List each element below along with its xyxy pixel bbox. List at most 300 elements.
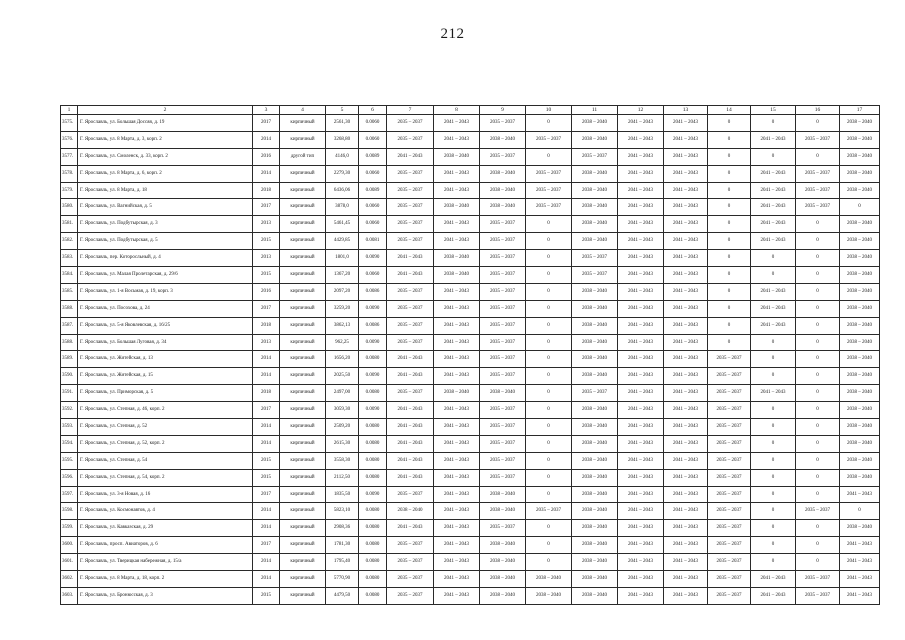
table-row <box>61 317 880 334</box>
table-cell: 2038 – 2040 <box>840 317 880 334</box>
table-cell: 0 <box>751 334 796 351</box>
table-cell: 2041 – 2043 <box>751 199 796 216</box>
table-cell: 2041 – 2043 <box>618 503 664 520</box>
table-cell: 0.0086 <box>359 317 387 334</box>
table-cell: 3268,80 <box>326 131 359 148</box>
table-cell: 2035 – 2037 <box>480 469 526 486</box>
table-cell: 2041 – 2043 <box>618 233 664 250</box>
table-cell: 2015 <box>253 469 280 486</box>
row-number-cell: 3575. <box>61 115 78 132</box>
table-cell: 2279,30 <box>326 165 359 182</box>
row-number-cell: 3601. <box>61 554 78 571</box>
table-cell: 2035 – 2037 <box>708 587 751 604</box>
table-cell: кирпичный <box>280 368 326 385</box>
address-cell: Г. Ярославль, ул. Смоленск, д. 33, корп. 2 <box>78 148 253 165</box>
table-cell: 0 <box>796 148 840 165</box>
column-number: 16 <box>796 106 840 115</box>
table-cell: 2041 – 2043 <box>751 300 796 317</box>
row-number-cell: 3578. <box>61 165 78 182</box>
table-cell: 2035 – 2037 <box>796 571 840 588</box>
table-cell: 0 <box>526 351 572 368</box>
table-cell: 2041 – 2043 <box>434 115 480 132</box>
table-cell: 0.0080 <box>359 571 387 588</box>
table-cell: кирпичный <box>280 486 326 503</box>
table-cell: кирпичный <box>280 351 326 368</box>
table-cell: 0 <box>526 250 572 267</box>
table-cell: 2014 <box>253 435 280 452</box>
table-cell: 2038 – 2040 <box>572 300 618 317</box>
table-cell: 0.0060 <box>359 165 387 182</box>
row-number-cell: 3593. <box>61 419 78 436</box>
address-cell: Г. Ярославль, ул. 3-я Новая, д. 16 <box>78 486 253 503</box>
table-cell: 2035 – 2037 <box>708 503 751 520</box>
table-cell: 2038 – 2040 <box>572 520 618 537</box>
table-cell: 2038 – 2040 <box>480 537 526 554</box>
page-number: 212 <box>440 26 465 42</box>
table-cell: 0.0081 <box>359 233 387 250</box>
table-cell: 0 <box>796 419 840 436</box>
table-cell: 2038 – 2040 <box>572 115 618 132</box>
table-cell: 2041 – 2043 <box>434 520 480 537</box>
table-cell: 0.0086 <box>359 283 387 300</box>
table-cell: 2035 – 2037 <box>387 300 434 317</box>
table-cell: 2013 <box>253 334 280 351</box>
table-cell: кирпичный <box>280 267 326 284</box>
table-cell: 0 <box>708 148 751 165</box>
table-cell: 0.0060 <box>359 131 387 148</box>
table-cell: 2038 – 2040 <box>840 351 880 368</box>
address-cell: Г. Ярославль, ул. Тверицкая набережная, д. 15/а <box>78 554 253 571</box>
column-number: 11 <box>572 106 618 115</box>
table-cell: 2017 <box>253 115 280 132</box>
table-cell: 2014 <box>253 503 280 520</box>
table-cell: 2041 – 2043 <box>387 148 434 165</box>
table-cell: 2038 – 2040 <box>434 267 480 284</box>
table-cell: 2041 – 2043 <box>387 452 434 469</box>
table-cell: 2041 – 2043 <box>840 587 880 604</box>
table-cell: 2041 – 2043 <box>434 587 480 604</box>
address-cell: Г. Ярославль, ул. Степная, д. 52, корп. 2 <box>78 435 253 452</box>
address-cell: Г. Ярославль, ул. Бронюсская, д. 3 <box>78 587 253 604</box>
table-cell: 2035 – 2037 <box>708 452 751 469</box>
table-cell: 2041 – 2043 <box>434 283 480 300</box>
table-cell: 0 <box>751 267 796 284</box>
table-cell: кирпичный <box>280 283 326 300</box>
table-cell: кирпичный <box>280 554 326 571</box>
table-cell: 2041 – 2043 <box>618 452 664 469</box>
table-cell: 2041 – 2043 <box>434 216 480 233</box>
table-cell: 2041 – 2043 <box>434 435 480 452</box>
table-cell: 2041 – 2043 <box>618 250 664 267</box>
table-cell: 2014 <box>253 131 280 148</box>
table-cell: 0 <box>796 250 840 267</box>
table-cell: 2035 – 2037 <box>708 571 751 588</box>
table-cell: 2041 – 2043 <box>664 182 708 199</box>
table-cell: 5823,10 <box>326 503 359 520</box>
table-cell: 2035 – 2037 <box>708 435 751 452</box>
row-number-cell: 3597. <box>61 486 78 503</box>
table-cell: 2035 – 2037 <box>387 216 434 233</box>
table-cell: 2035 – 2037 <box>708 419 751 436</box>
table-cell: 0 <box>526 233 572 250</box>
table-cell: 2041 – 2043 <box>434 368 480 385</box>
table-cell: 2035 – 2037 <box>387 537 434 554</box>
table-cell: 2035 – 2037 <box>480 402 526 419</box>
table-cell: 4429,85 <box>326 233 359 250</box>
address-cell: Г. Ярославль, пер. Которосльный, д. 4 <box>78 250 253 267</box>
table-row <box>61 452 880 469</box>
table-cell: 2038 – 2040 <box>572 317 618 334</box>
table-cell: 2041 – 2043 <box>664 486 708 503</box>
table-cell: 0 <box>796 537 840 554</box>
table-cell: 2038 – 2040 <box>572 165 618 182</box>
table-cell: 2014 <box>253 165 280 182</box>
table-cell: 2035 – 2037 <box>387 334 434 351</box>
table-cell: 0 <box>751 520 796 537</box>
table-cell: 2038 – 2040 <box>434 250 480 267</box>
row-number-cell: 3600. <box>61 537 78 554</box>
table-cell: 0 <box>708 131 751 148</box>
table-cell: 2041 – 2043 <box>618 486 664 503</box>
table-cell: 2041 – 2043 <box>434 334 480 351</box>
table-cell: 2038 – 2040 <box>840 216 880 233</box>
table-cell: 2038 – 2040 <box>526 587 572 604</box>
table-cell: 2015 <box>253 452 280 469</box>
column-number: 17 <box>840 106 880 115</box>
table-cell: 2013 <box>253 250 280 267</box>
table-cell: 0.0080 <box>359 503 387 520</box>
table-cell: 0 <box>796 469 840 486</box>
table-cell: кирпичный <box>280 503 326 520</box>
table-cell: кирпичный <box>280 587 326 604</box>
table-cell: 2038 – 2040 <box>840 419 880 436</box>
table-cell: 2038 – 2040 <box>840 283 880 300</box>
table-cell: 2035 – 2037 <box>708 537 751 554</box>
table-cell: 2035 – 2037 <box>572 148 618 165</box>
table-cell: 2038 – 2040 <box>572 554 618 571</box>
table-cell: 2041 – 2043 <box>434 469 480 486</box>
table-cell: 2041 – 2043 <box>664 115 708 132</box>
table-cell: 0 <box>526 520 572 537</box>
address-cell: Г. Ярославль, ул. Большая Доссяя, д. 19 <box>78 115 253 132</box>
table-cell: 0 <box>526 554 572 571</box>
column-number: 1 <box>61 106 78 115</box>
table-cell: 2041 – 2043 <box>664 233 708 250</box>
table-cell: кирпичный <box>280 469 326 486</box>
table-row <box>61 503 880 520</box>
table-cell: 0 <box>796 554 840 571</box>
row-number-cell: 3584. <box>61 267 78 284</box>
table-cell: 0 <box>751 368 796 385</box>
table-cell: 2038 – 2040 <box>572 351 618 368</box>
address-cell: Г. Ярославль, ул. Подбутырская, д. 5 <box>78 233 253 250</box>
table-cell: 2041 – 2043 <box>618 554 664 571</box>
row-number-cell: 3595. <box>61 452 78 469</box>
table-cell: 2015 <box>253 267 280 284</box>
table-row <box>61 148 880 165</box>
table-cell: 0 <box>796 300 840 317</box>
table-cell: 2038 – 2040 <box>572 233 618 250</box>
table-cell: 2041 – 2043 <box>434 300 480 317</box>
table-cell: 0 <box>708 334 751 351</box>
table-cell: 2041 – 2043 <box>664 587 708 604</box>
table-cell: 2035 – 2037 <box>387 165 434 182</box>
table-cell: 0 <box>796 520 840 537</box>
address-cell: Г. Ярославль, ул. Вагнийская, д. 5 <box>78 199 253 216</box>
address-cell: Г. Ярославль, ул. Степная, д. 54, корп. 2 <box>78 469 253 486</box>
table-cell: 2041 – 2043 <box>387 419 434 436</box>
table-cell: 2038 – 2040 <box>572 368 618 385</box>
table-cell: 2041 – 2043 <box>751 131 796 148</box>
table-cell: 2035 – 2037 <box>387 317 434 334</box>
table-cell: кирпичный <box>280 131 326 148</box>
table-row <box>61 165 880 182</box>
table-cell: 1795,40 <box>326 554 359 571</box>
table-cell: 0 <box>708 216 751 233</box>
table-cell: 2038 – 2040 <box>840 334 880 351</box>
table-cell: 2016 <box>253 283 280 300</box>
table-cell: 2041 – 2043 <box>387 368 434 385</box>
table-cell: кирпичный <box>280 216 326 233</box>
table-cell: кирпичный <box>280 165 326 182</box>
table-cell: 0 <box>751 537 796 554</box>
table-cell: 2041 – 2043 <box>618 267 664 284</box>
table-cell: 0 <box>796 216 840 233</box>
table-cell: 0 <box>526 385 572 402</box>
table-cell: 2035 – 2037 <box>708 520 751 537</box>
table-row <box>61 587 880 604</box>
table-cell: 0.0080 <box>359 554 387 571</box>
table-cell: 2041 – 2043 <box>751 283 796 300</box>
table-cell: 2035 – 2037 <box>387 587 434 604</box>
table-cell: 2041 – 2043 <box>387 402 434 419</box>
table-cell: 0 <box>526 419 572 436</box>
table-cell: кирпичный <box>280 419 326 436</box>
row-number-cell: 3588. <box>61 300 78 317</box>
table-cell: другой тип <box>280 148 326 165</box>
table-cell: 2038 – 2040 <box>840 148 880 165</box>
table-cell: 2014 <box>253 571 280 588</box>
table-cell: 2038 – 2040 <box>434 148 480 165</box>
table-cell: 2041 – 2043 <box>664 435 708 452</box>
row-number-cell: 3581. <box>61 216 78 233</box>
table-cell: 0 <box>526 216 572 233</box>
table-cell: 2038 – 2040 <box>840 520 880 537</box>
table-cell: 2041 – 2043 <box>664 199 708 216</box>
table-cell: 2041 – 2043 <box>434 182 480 199</box>
table-cell: 2035 – 2037 <box>572 267 618 284</box>
row-number-cell: 3596. <box>61 469 78 486</box>
table-cell: 2014 <box>253 554 280 571</box>
table-cell: 2035 – 2037 <box>480 452 526 469</box>
table-cell: 2038 – 2040 <box>572 571 618 588</box>
table-cell: 2041 – 2043 <box>618 351 664 368</box>
table-cell: 2041 – 2043 <box>434 537 480 554</box>
column-number: 6 <box>359 106 387 115</box>
table-cell: 2097,20 <box>326 283 359 300</box>
table-cell: кирпичный <box>280 317 326 334</box>
table-cell: 2041 – 2043 <box>664 419 708 436</box>
table-cell: 2041 – 2043 <box>751 233 796 250</box>
table-cell: 2035 – 2037 <box>480 419 526 436</box>
table-cell: 2509,20 <box>326 419 359 436</box>
table-cell: 2038 – 2040 <box>480 182 526 199</box>
table-cell: 2017 <box>253 300 280 317</box>
table-row <box>61 537 880 554</box>
table-cell: 2041 – 2043 <box>664 317 708 334</box>
table-cell: 2035 – 2037 <box>480 115 526 132</box>
table-cell: 2035 – 2037 <box>387 486 434 503</box>
table-cell: 0 <box>526 148 572 165</box>
table-cell: 0 <box>708 300 751 317</box>
table-cell: 2041 – 2043 <box>618 216 664 233</box>
table-cell: 2038 – 2040 <box>840 250 880 267</box>
table-cell: 2038 – 2040 <box>572 587 618 604</box>
column-number: 5 <box>326 106 359 115</box>
table-cell: 2035 – 2037 <box>708 385 751 402</box>
table-cell: 0 <box>708 199 751 216</box>
table-cell: 2041 – 2043 <box>618 182 664 199</box>
column-number: 15 <box>751 106 796 115</box>
address-cell: Г. Ярославль, ул. Большая Луговая, д. 34 <box>78 334 253 351</box>
table-cell: 0 <box>526 317 572 334</box>
table-row <box>61 283 880 300</box>
table-cell: 0 <box>708 182 751 199</box>
table-cell: 0.0080 <box>359 435 387 452</box>
table-row <box>61 233 880 250</box>
table-row <box>61 216 880 233</box>
table-cell: 0.0090 <box>359 368 387 385</box>
table-cell: 0.0060 <box>359 267 387 284</box>
column-number: 9 <box>480 106 526 115</box>
table-cell: 0 <box>751 250 796 267</box>
table-cell: 2035 – 2037 <box>480 435 526 452</box>
table-cell: 0 <box>796 452 840 469</box>
table-cell: 2035 – 2037 <box>387 385 434 402</box>
table-cell: 2035 – 2037 <box>526 199 572 216</box>
table-cell: 2041 – 2043 <box>751 165 796 182</box>
address-cell: Г. Ярославль, ул. Степная, д. 52 <box>78 419 253 436</box>
table-cell: 2035 – 2037 <box>387 554 434 571</box>
address-cell: Г. Ярославль, ул. 8 Марта, д. 18, корп. 2 <box>78 571 253 588</box>
table-cell: 2035 – 2037 <box>480 368 526 385</box>
table-cell: 2038 – 2040 <box>434 385 480 402</box>
table-cell: 2035 – 2037 <box>387 131 434 148</box>
table-row <box>61 402 880 419</box>
table-cell: 0.0060 <box>359 115 387 132</box>
table-cell: 2035 – 2037 <box>480 317 526 334</box>
address-cell: Г. Ярославль, ул. Степная, д. 46, корп. 2 <box>78 402 253 419</box>
table-cell: 2035 – 2037 <box>480 520 526 537</box>
table-cell: 2112,50 <box>326 469 359 486</box>
table-cell: 2035 – 2037 <box>480 233 526 250</box>
table-cell: кирпичный <box>280 334 326 351</box>
table-cell: 2497,00 <box>326 385 359 402</box>
table-cell: 2016 <box>253 148 280 165</box>
table-cell: 2041 – 2043 <box>618 283 664 300</box>
table-cell: 2041 – 2043 <box>387 351 434 368</box>
table-cell: 0 <box>751 469 796 486</box>
row-number-cell: 3585. <box>61 283 78 300</box>
table-cell: кирпичный <box>280 402 326 419</box>
table-cell: 2041 – 2043 <box>387 250 434 267</box>
table-cell: 2041 – 2043 <box>618 435 664 452</box>
table-cell: 2035 – 2037 <box>708 368 751 385</box>
table-cell: 2038 – 2040 <box>840 452 880 469</box>
table-cell: 0.0090 <box>359 486 387 503</box>
table-cell: 2038 – 2040 <box>572 131 618 148</box>
table-row <box>61 182 880 199</box>
row-number-cell: 3582. <box>61 233 78 250</box>
table-cell: 0 <box>796 267 840 284</box>
table-cell: 2035 – 2037 <box>387 199 434 216</box>
row-number-cell: 3594. <box>61 435 78 452</box>
table-cell: 2035 – 2037 <box>387 233 434 250</box>
row-number-cell: 3587. <box>61 317 78 334</box>
table-cell: 0 <box>796 368 840 385</box>
table-cell: 0 <box>526 283 572 300</box>
table-cell: 3059,30 <box>326 402 359 419</box>
table-cell: 2041 – 2043 <box>618 520 664 537</box>
table-cell: 2035 – 2037 <box>480 148 526 165</box>
table-cell: 2035 – 2037 <box>796 587 840 604</box>
table-cell: кирпичный <box>280 385 326 402</box>
table-cell: 2041 – 2043 <box>618 165 664 182</box>
table-cell: 2038 – 2040 <box>572 452 618 469</box>
table-cell: 0 <box>796 317 840 334</box>
table-cell: 2038 – 2040 <box>480 486 526 503</box>
table-cell: 2035 – 2037 <box>572 250 618 267</box>
table-cell: 2041 – 2043 <box>434 486 480 503</box>
table-cell: кирпичный <box>280 300 326 317</box>
table-cell: 0.0080 <box>359 537 387 554</box>
table-cell: 2038 – 2040 <box>480 199 526 216</box>
table-cell: 6436,06 <box>326 182 359 199</box>
table-cell: 2038 – 2040 <box>480 554 526 571</box>
table-cell: 2041 – 2043 <box>618 368 664 385</box>
table-cell: 2041 – 2043 <box>664 165 708 182</box>
table-cell: 0 <box>796 351 840 368</box>
table-cell: 2035 – 2037 <box>796 199 840 216</box>
table-cell: 2041 – 2043 <box>664 554 708 571</box>
table-cell: 3259,20 <box>326 300 359 317</box>
row-number-cell: 3580. <box>61 199 78 216</box>
table-cell: 2014 <box>253 351 280 368</box>
table-cell: 2041 – 2043 <box>751 317 796 334</box>
table-cell: кирпичный <box>280 199 326 216</box>
row-number-cell: 3589. <box>61 351 78 368</box>
table-cell: 2017 <box>253 199 280 216</box>
table-cell: 0.0080 <box>359 520 387 537</box>
table-cell: 2038 – 2040 <box>480 385 526 402</box>
table-cell: 2041 – 2043 <box>664 250 708 267</box>
table-cell: 2038 – 2040 <box>840 131 880 148</box>
table-cell: 2038 – 2040 <box>480 131 526 148</box>
table-cell: 2018 <box>253 182 280 199</box>
table-cell: 2041 – 2043 <box>434 554 480 571</box>
table-cell: 2035 – 2037 <box>526 503 572 520</box>
table-cell: 2041 – 2043 <box>434 131 480 148</box>
row-number-cell: 3603. <box>61 587 78 604</box>
table-cell: 2017 <box>253 537 280 554</box>
table-cell: 2038 – 2040 <box>840 435 880 452</box>
row-number-cell: 3598. <box>61 503 78 520</box>
table-cell: 0 <box>526 452 572 469</box>
table-cell: 0 <box>708 250 751 267</box>
table-cell: 2041 – 2043 <box>618 131 664 148</box>
table-cell: 0 <box>526 402 572 419</box>
table-cell: 0 <box>840 199 880 216</box>
